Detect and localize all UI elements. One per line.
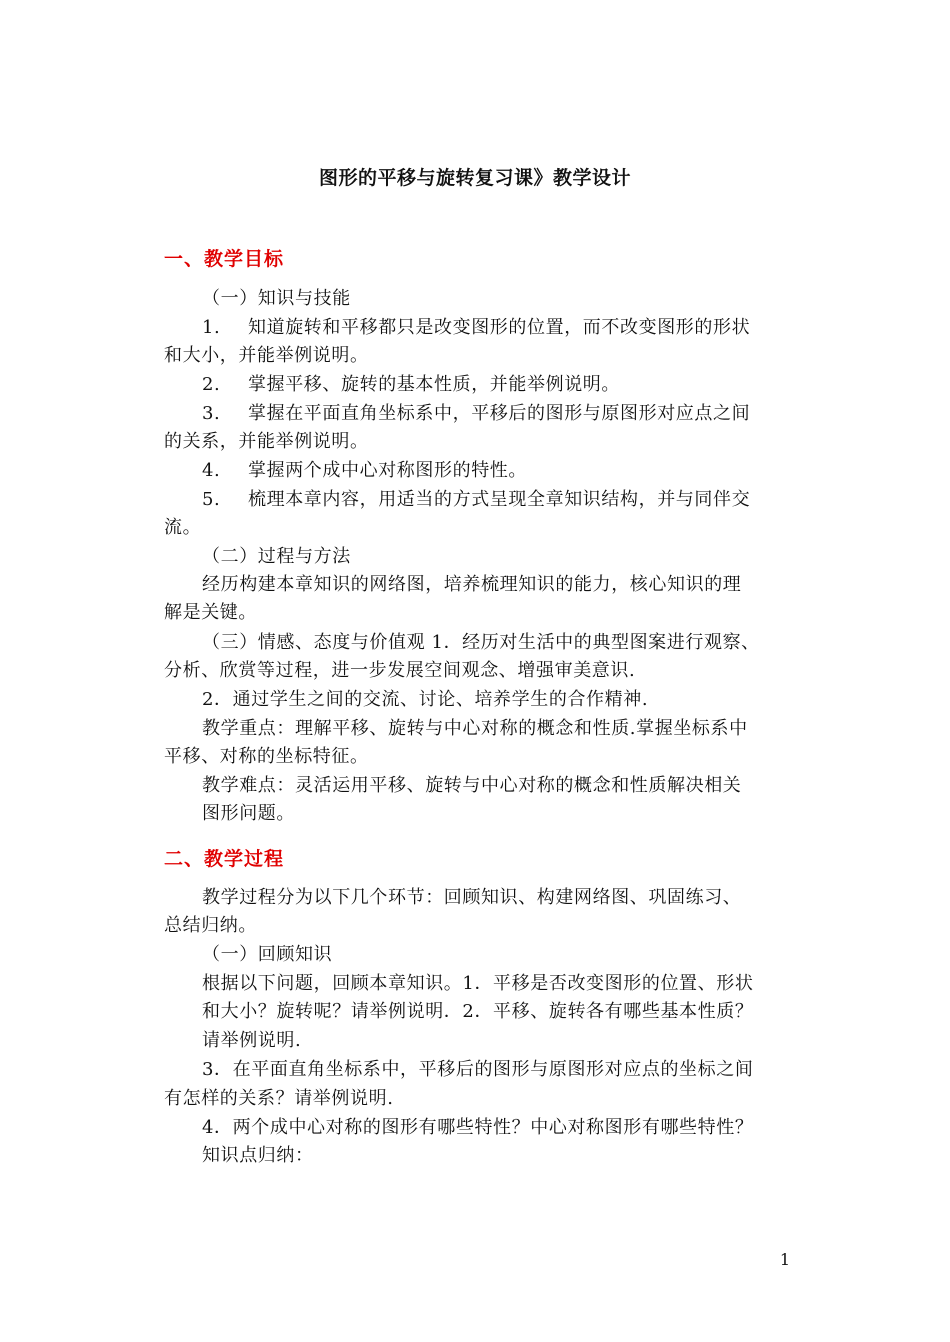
review-question: 根据以下问题，回顾本章知识。1．平移是否改变图形的位置、形状	[202, 973, 754, 994]
goal-item-number: 1.	[202, 317, 221, 338]
goal-item-text: 掌握在平面直角坐标系中，平移后的图形与原图形对应点之间	[248, 403, 751, 424]
attitude-text: 分析、欣赏等过程，进一步发展空间观念、增强审美意识.	[164, 660, 636, 681]
process-intro: 教学过程分为以下几个环节：回顾知识、构建网络图、巩固练习、	[202, 887, 742, 908]
process-intro-cont: 总结归纳。	[164, 915, 257, 936]
goal-item-number: 4.	[202, 460, 221, 481]
goal-item-1-cont: 和大小，并能举例说明。	[164, 345, 369, 366]
goal-item-number: 2.	[202, 374, 221, 395]
knowledge-summary-label: 知识点归纳：	[202, 1145, 314, 1166]
process-text-cont: 解是关键。	[164, 602, 257, 623]
review-question: 请举例说明.	[202, 1030, 302, 1051]
document-title: 图形的平移与旋转复习课》教学设计	[318, 167, 631, 189]
teaching-focus: 教学重点：理解平移、旋转与中心对称的概念和性质.掌握坐标系中	[202, 718, 748, 739]
page-number: 1	[779, 1250, 790, 1269]
goal-item-5	[202, 486, 832, 514]
goal-item-5-cont: 流。	[164, 517, 202, 538]
goal-item-text: 掌握平移、旋转的基本性质，并能举例说明。	[248, 374, 620, 395]
review-question: 和大小？旋转呢？请举例说明．2．平移、旋转各有哪些基本性质？	[202, 1001, 754, 1022]
goal-item-number: 3.	[202, 403, 221, 424]
goal-item-text: 知道旋转和平移都只是改变图形的位置，而不改变图形的形状	[248, 317, 751, 338]
teaching-difficulty-cont: 图形问题。	[202, 803, 295, 824]
review-question: 4．两个成中心对称的图形有哪些特性？中心对称图形有哪些特性？	[202, 1117, 754, 1138]
goal-item-text: 梳理本章内容，用适当的方式呈现全章知识结构，并与同伴交	[248, 489, 751, 510]
subheading-attitude: （三）情感、态度与价值观 1．经历对生活中的典型图案进行观察、	[202, 632, 760, 653]
goal-item-2	[202, 371, 832, 399]
process-text: 经历构建本章知识的网络图，培养梳理知识的能力，核心知识的理	[202, 574, 742, 595]
goal-item-3-cont: 的关系，并能举例说明。	[164, 431, 369, 452]
goal-item-number: 5.	[202, 489, 221, 510]
goal-item-text: 掌握两个成中心对称图形的特性。	[248, 460, 527, 481]
goal-item-1	[202, 314, 832, 342]
goal-item-4	[202, 457, 832, 485]
section-heading-goals: 一、教学目标	[164, 248, 285, 270]
section-heading-process: 二、教学过程	[164, 848, 285, 870]
attitude-text-2: 2．通过学生之间的交流、讨论、培养学生的合作精神.	[202, 689, 649, 710]
teaching-focus-cont: 平移、对称的坐标特征。	[164, 746, 369, 767]
teaching-difficulty: 教学难点：灵活运用平移、旋转与中心对称的概念和性质解决相关	[202, 775, 742, 796]
subheading-process: （二）过程与方法	[202, 546, 351, 567]
subheading-knowledge: （一）知识与技能	[202, 288, 351, 309]
review-question: 有怎样的关系？请举例说明.	[164, 1088, 394, 1109]
goal-item-3	[202, 400, 832, 428]
subheading-review: （一）回顾知识	[202, 944, 333, 965]
review-question: 3．在平面直角坐标系中，平移后的图形与原图形对应点的坐标之间	[202, 1059, 754, 1080]
